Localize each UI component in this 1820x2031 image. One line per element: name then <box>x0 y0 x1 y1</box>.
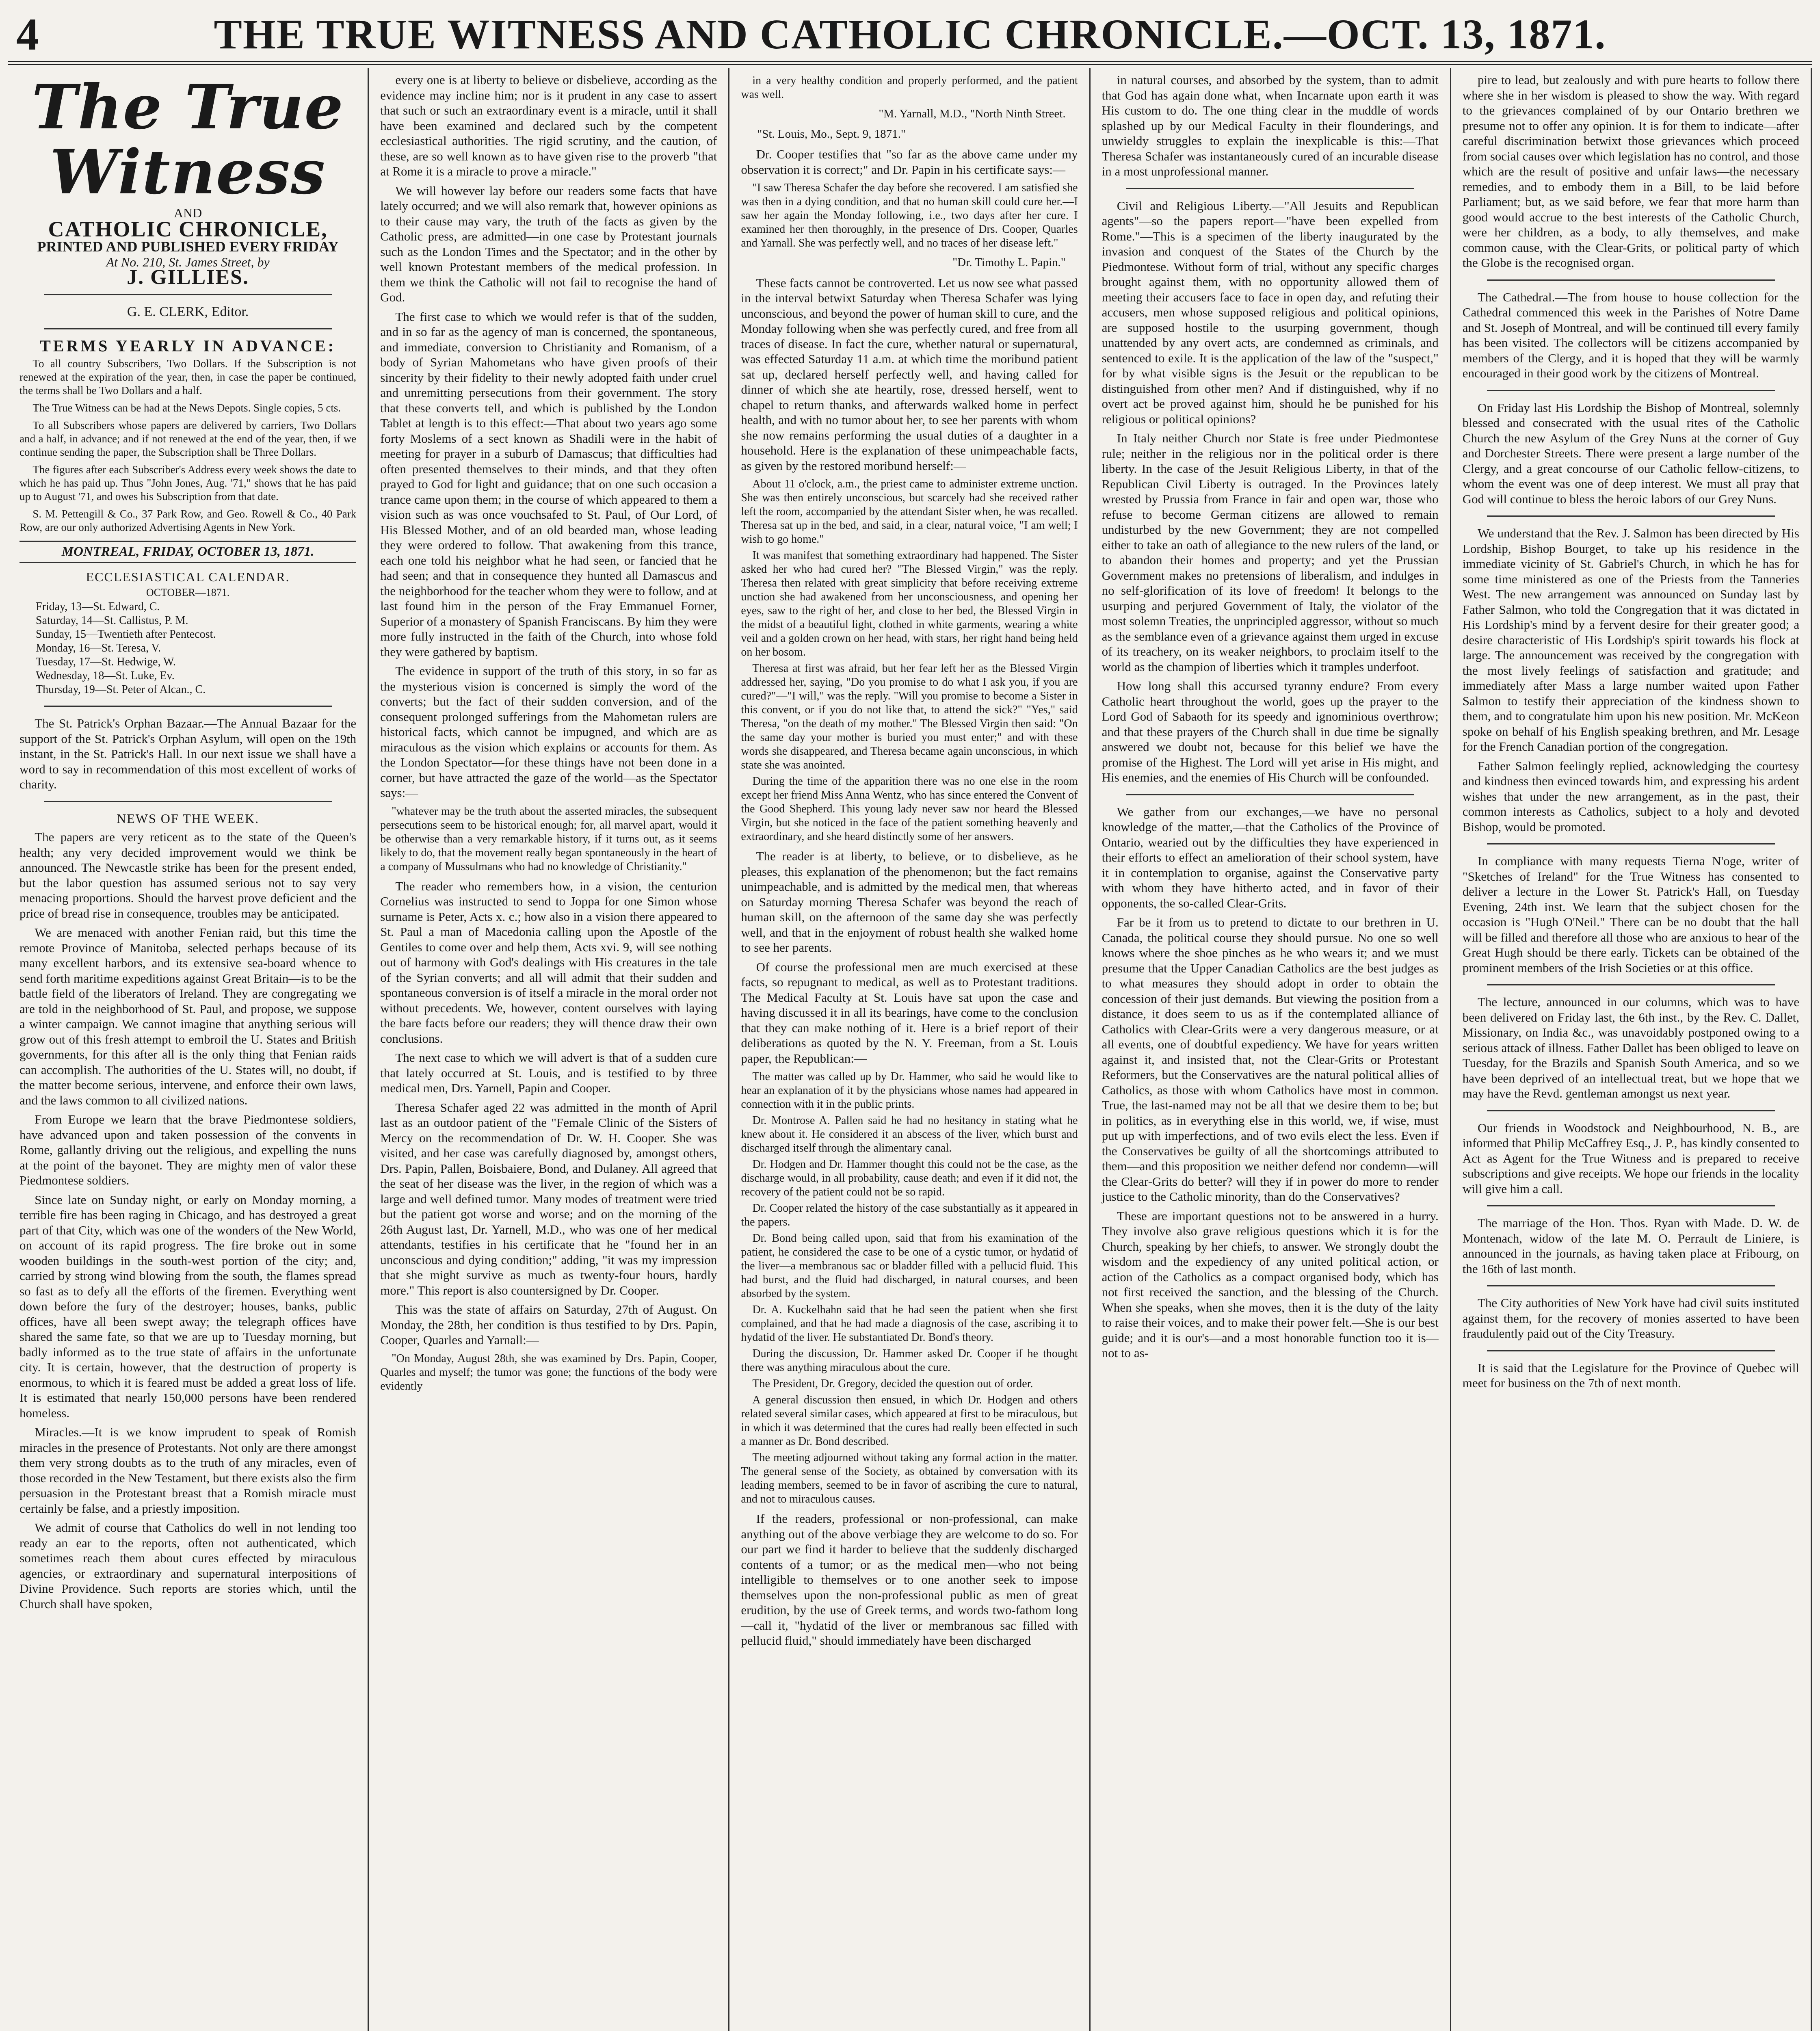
salmon-paragraph: We understand that the Rev. J. Salmon has been directed by His Lordship, Bishop Bourget, to take up his residence in the immediate vicinity of St. Gabriel's Church, in which he has for some time ministered as one of the Priests from the Tanneries West. The new arrangement was announced on Sunday last by Father Salmon, who told the Congregation that it was dictated in His Lordship's mind by a fervent desire for their greater good; a desire characteristic of His Lordship's spirit towards his flock at large. The announcement was received by the congregation with the most lively feelings of satisfaction and gratitude; and immediately after Mass a large number waited upon Father Salmon to testify their appreciation of the kindness shown to them, and to congratulate him upon his new position. Mr. McKeon spoke on behalf of his English speaking brethren, and Mr. Lesage for the French Canadian portion of the congregation. <box>1462 526 1799 754</box>
article-paragraph: We will however lay before our readers some facts that have lately occurred; and we will also remark that, however opinions as to their cause may vary, the truth of the facts as given by the Catholic press, are admitted—in one case by Protestant journals such as the London Times and the Spectator; and in the other by well known Protestant members of the medical profession. In them we think the Catholic will not fail to recognise the hand of God. <box>380 183 717 304</box>
article-paragraph: Theresa Schafer aged 22 was admitted in the month of April last as an outdoor patient of the "Female Clinic of the Sisters of Mercy on the recommendation of Dr. W. H. Cooper. She was visited, and her case was carefully diagnosed by, amongst others, Drs. Papin, Pallen, Boisbaiere, Bond, and Dulaney. All agreed that the seat of her disease was the liver, in the region of which was a large and well defined tumor. Many modes of treatment were tried but the patient got worse and worse; and on the morning of the 26th August last, Dr. Yarnell, M.D., who was one of her medical attendants, testifies in his certificate that he "found her in an unconscious and dying condition;" adding, "it was my impression that she might survive as much as twenty-four hours, hardly more." This report is also countersigned by Dr. Cooper. <box>380 1100 717 1297</box>
quote-text: Dr. A. Kuckelhahn said that he had seen the patient when she first complained, and that he had made a diagnosis of the case, ascribing it to hydatid of the liver. He substantiated Dr. Bond's theory. <box>741 1303 1078 1344</box>
terms-paragraph: S. M. Pettengill & Co., 37 Park Row, and Geo. Rowell & Co., 40 Park Row, are our only authorized Advertising Agents in New York. <box>19 507 357 533</box>
quote-text: During the discussion, Dr. Hammer asked Dr. Cooper if he thought there was anything miraculous about the cure. <box>741 1347 1078 1374</box>
cathedral-paragraph: The Cathedral.—The from house to house collection for the Cathedral commenced this week in the Parishes of Notre Dame and St. Joseph of Montreal, and will be continued till every family has been visited. The collectors will be citizens accompanied by members of the Clergy, and it is hoped that they will be warmly encouraged in their good work by the citizens of Montreal. <box>1462 290 1799 380</box>
article-paragraph: in natural courses, and absorbed by the system, than to admit that God has again done what, when Incarnate upon earth it was His custom to do. The one thing clear in the muddle of words splashed up by our Medical Faculty in their flounderings, and unwieldy struggles to explain the inexplicable is this:—That Theresa Schafer was instantaneously cured of an incurable disease in a most unprofessional manner. <box>1102 73 1439 178</box>
terms-heading: TERMS YEARLY IN ADVANCE: <box>40 337 336 355</box>
terms-paragraph: To all country Subscribers, Two Dollars. If the Subscription is not renewed at the expiration of the year, then, in case the paper be continued, the terms shall be Two Dollars and a half. <box>19 357 357 396</box>
liberty-paragraph: Civil and Religious Liberty.—"All Jesuits and Republican agents"—so the papers report—"have been expelled from Rome."—This is a specimen of the liberty inaugurated by the invasion and conquest of the States of the Church by the Piedmontese. Without form of trial, without any specific charges brought against them, with no opportunity allowed them of meeting their accusers face to face in open day, and refuting their accusers, men whose supposed religious and political opinions, are supposed hostile to the usurping government, though unattended by any overt acts, are condemned as criminals, and sentenced to exile. It is the application of the law of the "suspect," for by what visible signs is the Jesuit or the republican to be distinguished from other men? And if distinguished, why if no overt act be proved against him, should he be punished for his religious or political opinions? <box>1102 198 1439 426</box>
ontario-paragraph: These are important questions not to be answered in a hurry. They involve also grave religious questions which it is for the Church, speaking by her chiefs, to answer. We strongly doubt the wisdom and the expediency of any united political action, or action of the Catholics as a compact organised body, which has not first received the sanction, and the blessing of the Church. When she speaks, when she moves, then it is the duty of the laity to raise their voices, and to make their power felt.—She is our best guide; and it is our's—and a most honorable function too it is—not to as- <box>1102 1208 1439 1360</box>
signature-yarnall: "M. Yarnall, M.D., "North Ninth Street. <box>879 107 1066 120</box>
article-paragraph: The reader who remembers how, in a vision, the centurion Cornelius was instructed to send to Joppa for one Simon whose surname is Peter, Acts x. c.; how also in a vision there appeared to St. Paul a man of Macedonia calling upon the Apostle of the Gentiles to come over and help them, Acts xvi. 9, will see nothing out of harmony with God's dealings with His creatures in the tale of the Syrian converts; and all will admit that their sudden and spontaneous conversion is of itself a miracle in the moral order not without precedents. We, however, content ourselves with laying the bare facts before our readers; they will thence draw their own conclusions. <box>380 879 717 1046</box>
faculty-report <box>741 1070 1078 1506</box>
quote-text: The meeting adjourned without taking any formal action in the matter. The general sense of the Society, as obtained by conversation with its leading members, seemed to be in favor of ascribing the cure to natural, and not to miraculous causes. <box>741 1451 1078 1505</box>
divider <box>1487 843 1775 844</box>
grey-nuns-paragraph: On Friday last His Lordship the Bishop of Montreal, solemnly blessed and consecrated with the usual rites of the Catholic Church the new Asylum of the Grey Nuns at the corner of Guy and Dorchester Streets. There were present a large number of the Clergy, and a great concourse of our Catholic fellow-citizens, to whom the event was one of deep interest. We must all pray that God will continue to bless the heroic labors of our Grey Nuns. <box>1462 400 1799 506</box>
patient-account <box>741 477 1078 844</box>
quote-text: Theresa at first was afraid, but her fear left her as the Blessed Virgin addressed her, saying, "Do you promise to do what I ask you, if you are cured?"—"I will," was the reply. "Will you promise to become a Sister in this convent, or if you do not like that, to attend the sick?" "Yes," said Theresa, "on the death of my mother." The Blessed Virgin then said: "On the same day your mother is buried you must enter;" and with these words she disappeared, and Theresa became again unconscious, in which state she was anointed. <box>741 662 1078 771</box>
spectator-quote <box>380 805 717 874</box>
article-paragraph: The reader is at liberty, to believe, or to disbelieve, as he pleases, this explanation of the phenomenon; but the fact remains unimpeachable, and is admitted by the medical men, that whereas on Saturday morning Theresa Schafer was beyond the reach of human skill, on the afternoon of the same day she was perfectly well, and that in the enjoyment of robust health she walked home to see her parents. <box>741 849 1078 955</box>
paper-name: The True Witness <box>32 71 344 208</box>
calendar-entry: Monday, 16—St. Teresa, V. <box>36 642 161 654</box>
divider <box>44 801 332 802</box>
column-4 <box>1091 68 1451 2031</box>
article-paragraph: The next case to which we will advert is that of a sudden cure that lately occurred at St. Louis, and is testified to by three medical men, Drs. Yarnell, Papin and Cooper. <box>380 1050 717 1095</box>
terms-paragraph: The figures after each Subscriber's Address every week shows the date to which he has paid up. Thus "John Jones, Aug. '71," shows that he has paid up to August '71, and owes his Subscription from that date. <box>19 463 357 502</box>
quote-text: Dr. Hodgen and Dr. Hammer thought this could not be the case, as the discharge would, in all probability, cause death; and even if it did not, the recovery of the patient could not be so rapid. <box>741 1158 1078 1198</box>
quote-text: It was manifest that something extraordinary had happened. The Sister asked her who had cured her? "The Blessed Virgin," was the reply. Theresa then related with great simplicity that before receiving extreme unction she had awakened from her unconsciousness, and opening her eyes, saw to the right of her, and close to her bed, the Blessed Virgin in the midst of a beautiful light, clothed in white garments, wearing a white veil and a golden crown on her head, with stars, her right hand being held on her bosom. <box>741 549 1078 658</box>
calendar-heading: ECCLESIASTICAL CALENDAR. <box>86 569 290 584</box>
paper-address: At No. 210, St. James Street, by <box>106 254 270 269</box>
article-paragraph: These facts cannot be controverted. Let us now see what passed in the interval betwixt Saturday when Theresa Schafer was lying unconscious, and beyond the power of human skill to cure, and the Monday following when she was perfectly cured, and free from all traces of disease. In fact the cure, whether natural or supernatural, was effected Saturday 11 a.m. at which time the moribund patient sat up, declared herself perfectly well, and having called for dinner of which she ate heartily, rose, dressed herself, went to chapel to return thanks, and afterwards walked home in perfect health, and with no tumor about her, to see her parents with whom she now remains performing the usual duties of a daughter in a household. Here is the explanation of these unimpeachable facts, as given by the restored moribund herself:— <box>741 275 1078 473</box>
quote-text: "whatever may be the truth about the asserted miracles, the subsequent persecutions seem to be historical enough; for, all marvel apart, would it be otherwise than a very remarkable history, if it turns out, as it seems likely to do, that the movement really began spontaneously in the heart of a company of Mussulmans who had no knowledge of Christianity." <box>380 805 717 873</box>
calendar-entry: Wednesday, 18—St. Luke, Ev. <box>36 669 175 682</box>
masthead <box>8 8 1812 65</box>
ontario-paragraph: Far be it from us to pretend to dictate to our brethren in U. Canada, the political course they should pursue. No one so well knows where the shoe pinches as he who wears it; and we must presume that the Upper Canadian Catholics are the best judges as to what measures they should adopt in order to obtain the concession of their just demands. But viewing the position from a distance, it does seem to us as if the contemplated alliance of Catholics with Clear-Grits were a very dangerous measure, or at all events, one of doubtful expediency. We have for years written against it, and insisted that, not the Clear-Grits or Protestant Reformers, but the Conservatives are the natural political allies of Catholics, as those with whom Catholics have most in common. True, the last-named may not be all that we desire them to be; but in politics, as in everything else in this world, we, if wise, must put up with imperfections, and of two evils elect the less. Even if the Conservatives be guilty of all the shortcomings attributed to them—and this proposition we neither defend nor condemn—will the Clear-Grits do better? will they if in power do more to render justice to the Catholic minority, than do the Conservatives? <box>1102 915 1439 1204</box>
article-paragraph: Dr. Cooper testifies that "so far as the above came under my observation it is correct;" and Dr. Papin in his certificate says:— <box>741 147 1078 177</box>
divider <box>1126 188 1414 189</box>
quote-text: in a very healthy condition and properly performed, and the patient was well. <box>741 74 1078 101</box>
quote-text: Dr. Cooper related the history of the case substantially as it appeared in the papers. <box>741 1202 1078 1228</box>
column-3 <box>729 68 1090 2031</box>
paper-publisher: J. GILLIES. <box>127 266 249 289</box>
divider <box>44 294 332 295</box>
paper-subtitle: CATHOLIC CHRONICLE, <box>48 217 328 241</box>
divider <box>1487 279 1775 281</box>
salmon-paragraph: Father Salmon feelingly replied, acknowledging the courtesy and kindness then evinced towards him, and expressing his ardent wishes that under the new arrangement, as in the past, their common interests as Catholics, subject to a holy and devoted Bishop, would be promoted. <box>1462 758 1799 834</box>
quote-text: Dr. Bond being called upon, said that from his examination of the patient, he considered the case to be one of a cystic tumor, or hydatid of the liver—a membranous sac or bladder filled with a pellucid fluid. This had burst, and the fluid had discharged, in natural courses, and been absorbed by the system. <box>741 1232 1078 1300</box>
miracles-paragraph: Miracles.—It is we know imprudent to speak of Romish miracles in the presence of Protestants. Not only are there amongst them very strong doubts as to the truth of any miracles, even of those recorded in the New Testament, but there exists also the firm persuasion in the Protestant breast that a Romish miracle must certainly be false, and a priestly imposition. <box>19 1425 357 1516</box>
divider <box>1487 390 1775 391</box>
page-number: 4 <box>16 9 39 60</box>
news-paragraph: The papers are very reticent as to the state of the Queen's health; any very decided improvement would we think be announced. The Newcastle strike has been for the present ended, but the labor question has assumed serious not to say very menacing proportions. Should the harvest prove deficient and the price of bread rise in consequence, troubles may be anticipated. <box>19 830 357 920</box>
liberty-paragraph: How long shall this accursed tyranny endure? From every Catholic heart throughout the world, goes up the prayer to the Lord God of Sabaoth for its speedy and ignominious overthrow; and that these prayers of the Church shall in due time be signally answered we doubt not, because for this belief we have the promise of the Highest. The Lord will yet arise in His might, and His enemies, and the enemies of His Church will be confounded. <box>1102 679 1439 784</box>
certificate-continued <box>741 74 1078 102</box>
quote-text: Dr. Montrose A. Pallen said he had no hesitancy in stating what he knew about it. He considered it an abscess of the liver, which burst and discharged itself through the alimentary canal. <box>741 1114 1078 1154</box>
page-title: THE TRUE WITNESS AND CATHOLIC CHRONICLE.—OCT. 13, 1871. <box>214 11 1606 58</box>
paper-editor: G. E. CLERK, Editor. <box>127 304 249 319</box>
divider <box>1487 1285 1775 1286</box>
article-paragraph: If the readers, professional or non-professional, can make anything out of the above verbiage they are welcome to do so. For our part we find it harder to believe that the suddenly discharged contents of a tumor; or as the medical men—who not being intelligible to themselves or to one another seek to impose themselves upon the non-professional public as men of great erudition, by the use of Greek terms, and words two-fathom long—call it, "hydatid of the liver or membranous sac filled with pellucid fluid," should immediately have been discharged <box>741 1511 1078 1648</box>
article-paragraph: pire to lead, but zealously and with pure hearts to follow there where she in her wisdom is pleased to show the way. With regard to the grievances complained of by our Ontario brethren we presume not to offer any opinion. It is for them to indicate—after careful discrimination betwixt those grievances which proceed from social causes over which legislation has no control, and those which are the result of positive and unfair laws—the necessary remedies, and to embody them in a Bill, to be laid before Parliament; but, as we said before, we fear that more harm than good would accrue to the best interests of the Catholic Church, were her children, as a body, to ally themselves, and make common cause, with the Clear-Grits, or political party of which the Globe is the recognised organ. <box>1462 73 1799 270</box>
divider <box>1487 1350 1775 1351</box>
quote-text: "On Monday, August 28th, she was examined by Drs. Papin, Cooper, Quarles and myself; the tumor was gone; the functions of the body were evidently <box>380 1352 717 1392</box>
quote-text: A general discussion then ensued, in which Dr. Hodgen and others related several similar cases, which appeared at first to be miraculous, but in which it was determined that the cures had really been effected in such a manner as Dr. Bond described. <box>741 1394 1078 1448</box>
terms-paragraph: The True Witness can be had at the News Depots. Single copies, 5 cts. <box>32 401 341 414</box>
news-heading: NEWS OF THE WEEK. <box>117 811 260 826</box>
paper-printed-line: PRINTED AND PUBLISHED EVERY FRIDAY <box>37 238 339 255</box>
signature-place: "St. Louis, Mo., Sept. 9, 1871." <box>757 127 906 141</box>
lecture-paragraph: In compliance with many requests Tierna N'oge, writer of "Sketches of Ireland" for the True Witness has consented to deliver a lecture in the Lower St. Patrick's Hall, on Tuesday Evening, 24th inst. We learn that the subject chosen for the occasion is "Hugh O'Neil." There can be no doubt that the hall will be filled and therefore all those who are anxious to hear of the Great Hugh should be there early. Tickets can be obtained of the prominent members of the Irish Societies or at this office. <box>1462 854 1799 975</box>
article-paragraph: This was the state of affairs on Saturday, 27th of August. On Monday, the 28th, her condition is thus testified to by Drs. Papin, Cooper, Quarles and Yarnall:— <box>380 1302 717 1347</box>
news-paragraph: From Europe we learn that the brave Piedmontese soldiers, have advanced upon and taken possession of the convents in Rome, gallantly driving out the religious, and expelling the nuns at the point of the bayonet. They are mighty men of valor these Piedmontese soldiers. <box>19 1112 357 1187</box>
article-paragraph: every one is at liberty to believe or disbelieve, according as the evidence may incline him; nor is it prudent in any case to assert that such or such an extraordinary event is a miracle, until it shall have been examined and declared such by the competent ecclesiastical authorities. The rigid scrutiny, and the caution, of these, are so well known as to have given rise to the proverb "that at Rome it is a miracle to prove a miracle." <box>380 73 717 178</box>
signature-papin: "Dr. Timothy L. Papin." <box>952 256 1066 269</box>
article-paragraph: The evidence in support of the truth of this story, in so far as the mysterious vision is concerned is simply the word of the converts; but the fact of their sudden conversion, and of the consequent prolonged sufferings from the Mahometan rulers are historical facts, which cannot be impugned, and which are as miraculous as the vision which explains or accounts for them. As the London Spectator—for these things have not been done in a corner, but have attracted the gaze of the world—as the Spectator says:— <box>380 664 717 800</box>
marriage-paragraph: The marriage of the Hon. Thos. Ryan with Made. D. W. de Montenach, widow of the late M. O. Perrault de Liniere, is announced in the journals, as having taken place at Fribourg, on the 16th of last month. <box>1462 1216 1799 1276</box>
quote-text: During the time of the apparition there was no one else in the room except her friend Miss Anna Wentz, who has since entered the Convent of the Good Shepherd. This young lady never saw nor heard the Blessed Virgin, but she noticed in the face of the patient something heavenly and extraordinary, and she heard distinctly some of her answers. <box>741 775 1078 843</box>
calendar-entry: Friday, 13—St. Edward, C. <box>36 600 160 613</box>
miracles-paragraph: We admit of course that Catholics do well in not lending too ready an ear to the reports, often not authenticated, which sometimes reach them about cures effected by miraculous agencies, or extraordinary and supernatural interpositions of Divine Providence. Such reports are stories which, until the Church shall have spoken, <box>19 1520 357 1611</box>
terms-paragraph: To all Subscribers whose papers are delivered by carriers, Two Dollars and a half, in advance; and if not renewed at the end of the year, then, if we continue sending the paper, the Subscription shall be Three Dollars. <box>19 419 357 458</box>
certificate-quote <box>380 1352 717 1393</box>
divider <box>44 706 332 707</box>
article-paragraph: The first case to which we would refer is that of the sudden, and in so far as the agency of man is concerned, the spontaneous, and immediate, conversion to Christianity and Romanism, of a body of Syrian Mahometans who have given proofs of their sincerity by their fidelity to their newly adopted faith under cruel and unremitting persecutions from their government. The story that these converts tell, and which is published by the London Tablet at length is to this effect:—That about two years ago some forty Moslems of a sect known as Shadili were in the habit of meeting for prayer in a suburb of Damascus; that difficulties had often presented themselves to their minds, and that they often prayed to God for light and guidance; that on one such occasion a trance came upon them; in the course of which appeared to them a vision such as was once vouchsafed to St. Paul, of Our Lord, of His Blessed Mother, and of an old bearded man, whose leading they were ordered to follow. That awakening from this trance, each one told his neighbor what he had seen, or fancied that he had seen; and that in consequence they hunted all Damascus and the neighborhood for the teacher whom they were to follow, and at last found him in the person of the Fray Emmanuel Forner, Superior of a monastery of Spanish Franciscans. By him they were more fully instructed in the faith of the Church, into whose fold they were gathered by baptism. <box>380 309 717 659</box>
calendar-entry: Thursday, 19—St. Peter of Alcan., C. <box>36 683 206 696</box>
quote-text: The matter was called up by Dr. Hammer, who said he would like to hear an explanation of it by the physicians whose names had appeared in connection with it in the public prints. <box>741 1070 1078 1111</box>
divider <box>1487 984 1775 985</box>
new-york-paragraph: The City authorities of New York have had civil suits instituted against them, for the recovery of monies asserted to have been fraudulently paid out of the City Treasury. <box>1462 1296 1799 1340</box>
dateline: MONTREAL, FRIDAY, OCTOBER 13, 1871. <box>19 541 356 563</box>
paper-and: AND <box>173 206 202 220</box>
liberty-paragraph: In Italy neither Church nor State is free under Piedmontese rule; neither in the religious nor in the political order is there liberty. In the case of the Jesuit Religious Liberty, in that of the Republican Civil Liberty is outraged. In the Provinces lately wrested by Prussia from France in fair and open war, those who refuse to become German citizens are allowed to remain undisturbed by the new Government; they are not compelled either to take an oath of allegiance to the new rulers of the land, or to abandon their homes and property; and yet the Prussian Government makes no pretensions of liberalism, and indulges in no self-glorification of its love of freedom! It belongs to the usurping and perjured Government of Italy, the violator of the most solemn Treaties, the unprincipled aggressor, without so much as the semblance even of a grievance against them urged in excuse of its treachery, on its weaker neighbors, to proclaim itself to the world as the champion of liberties which it tramples underfoot. <box>1102 431 1439 674</box>
papin-quote <box>741 181 1078 250</box>
woodstock-paragraph: Our friends in Woodstock and Neighbourhood, N. B., are informed that Philip McCaffrey Esq., J. P., has kindly consented to Act as Agent for the True Witness and is prepared to receive subscriptions and give receipts. We hope our friends in the locality will give him a call. <box>1462 1120 1799 1196</box>
calendar-entry: Sunday, 15—Twentieth after Pentecost. <box>36 628 216 641</box>
divider <box>1487 515 1775 517</box>
bazaar-notice: The St. Patrick's Orphan Bazaar.—The Annual Bazaar for the support of the St. Patrick's Orphan Asylum, will open on the 19th instant, in the St. Patrick's Hall. In our next issue we shall have a word to say in recommendation of this most excellent of works of charity. <box>19 716 357 791</box>
divider <box>1487 1205 1775 1206</box>
quote-text: The President, Dr. Gregory, decided the question out of order. <box>752 1377 1033 1390</box>
column-2 <box>369 68 729 2031</box>
column-grid <box>8 68 1812 2031</box>
dallet-paragraph: The lecture, announced in our columns, which was to have been delivered on Friday last, the 6th inst., by the Rev. C. Dallet, Missionary, on India &c., was unavoidably postponed owing to a serious attack of illness. Father Dallet has been obliged to leave on Tuesday, for the Brazils and Spanish South America, and so we have been deprived of an intellectual treat, but we hope that we may have the Revd. gentleman amongst us next year. <box>1462 995 1799 1100</box>
ontario-paragraph: We gather from our exchanges,—we have no personal knowledge of the matter,—that the Catholics of the Province of Ontario, wearied out by the difficulties they have experienced in their efforts to effect an amelioration of their school system, have it in contemplation to organise, against the Conservative party with whom they have hitherto acted, and in favor of their opponents, the so-called Clear-Grits. <box>1102 804 1439 910</box>
column-1 <box>8 68 369 2031</box>
legislature-paragraph: It is said that the Legislature for the Province of Quebec will meet for business on the 7th of next month. <box>1462 1360 1799 1390</box>
divider <box>44 328 332 329</box>
news-paragraph: We are menaced with another Fenian raid, but this time the remote Province of Manitoba, selected perhaps because of its many excellent harbors, and its extensive sea-board whence to send forth maritime expeditions against Great Britain—is to be the battle field of the liberators of Ireland. They are congregating we are told in the neighborhood of St. Paul, and propose, we suppose a winter campaign. We cannot imagine that anything serious will grow out of this fresh attempt to embroil the U. States and British governments, for this after all is the only thing that Fenian raids can accomplish. The authorities of the U. States will, no doubt, if the matter become serious, intervene, and enforce their own laws, and the laws common to all civilized nations. <box>19 925 357 1107</box>
news-paragraph: Since late on Sunday night, or early on Monday morning, a terrible fire has been raging in Chicago, and has destroyed a great part of that City, which was one of the wonders of the New World, on account of its rapid progress. The fire broke out in some wooden buildings in the south-west portion of the city; and, carried by strong wind blowing from the south, the flames spread so fast as to defy all the efforts of the firemen. Everything went down before the fury of the destroyer; houses, banks, public offices, have all been swept away; the telegraph offices have shared the same fate, so that we are up to Tuesday morning, but badly informed as to the true state of affairs in the unfortunate city. It is certain, however, that the destruction of property is enormous, to which it is feared must be added a great loss of life. It is estimated that nearly 150,000 persons have been rendered homeless. <box>19 1192 357 1420</box>
calendar-entry: Tuesday, 17—St. Hedwige, W. <box>36 656 176 668</box>
quote-text: About 11 o'clock, a.m., the priest came to administer extreme unction. She was then entirely unconscious, but scarcely had she received rather left the room, accompanied by the attendant Sister when, he was recalled. Theresa sat up in the bed, and said, in a clear, natural voice, "I am well; I wish to go home." <box>741 478 1078 546</box>
calendar-month: OCTOBER—1871. <box>146 586 230 598</box>
divider <box>1126 794 1414 795</box>
calendar-entry: Saturday, 14—St. Callistus, P. M. <box>36 614 188 627</box>
quote-text: "I saw Theresa Schafer the day before she recovered. I am satisfied she was then in a dying condition, and that no human skill could cure her.—I saw her again the Monday following, i.e., two days after her cure. I examined her then thoroughly, in the presence of Drs. Cooper, Quarles and Yarnall. She was perfectly well, and no traces of her disease left." <box>741 182 1078 249</box>
column-5 <box>1451 68 1812 2031</box>
article-paragraph: Of course the professional men are much exercised at these facts, so repugnant to medical, as well as to Protestant traditions. The Medical Faculty at St. Louis have sat upon the case and having discussed it in all its bearings, have come to the conclusion that they can make nothing of it. Here is a brief report of their deliberations as quoted by the N. Y. Freeman, from a St. Louis paper, the Republican:— <box>741 959 1078 1065</box>
divider <box>1487 1110 1775 1111</box>
